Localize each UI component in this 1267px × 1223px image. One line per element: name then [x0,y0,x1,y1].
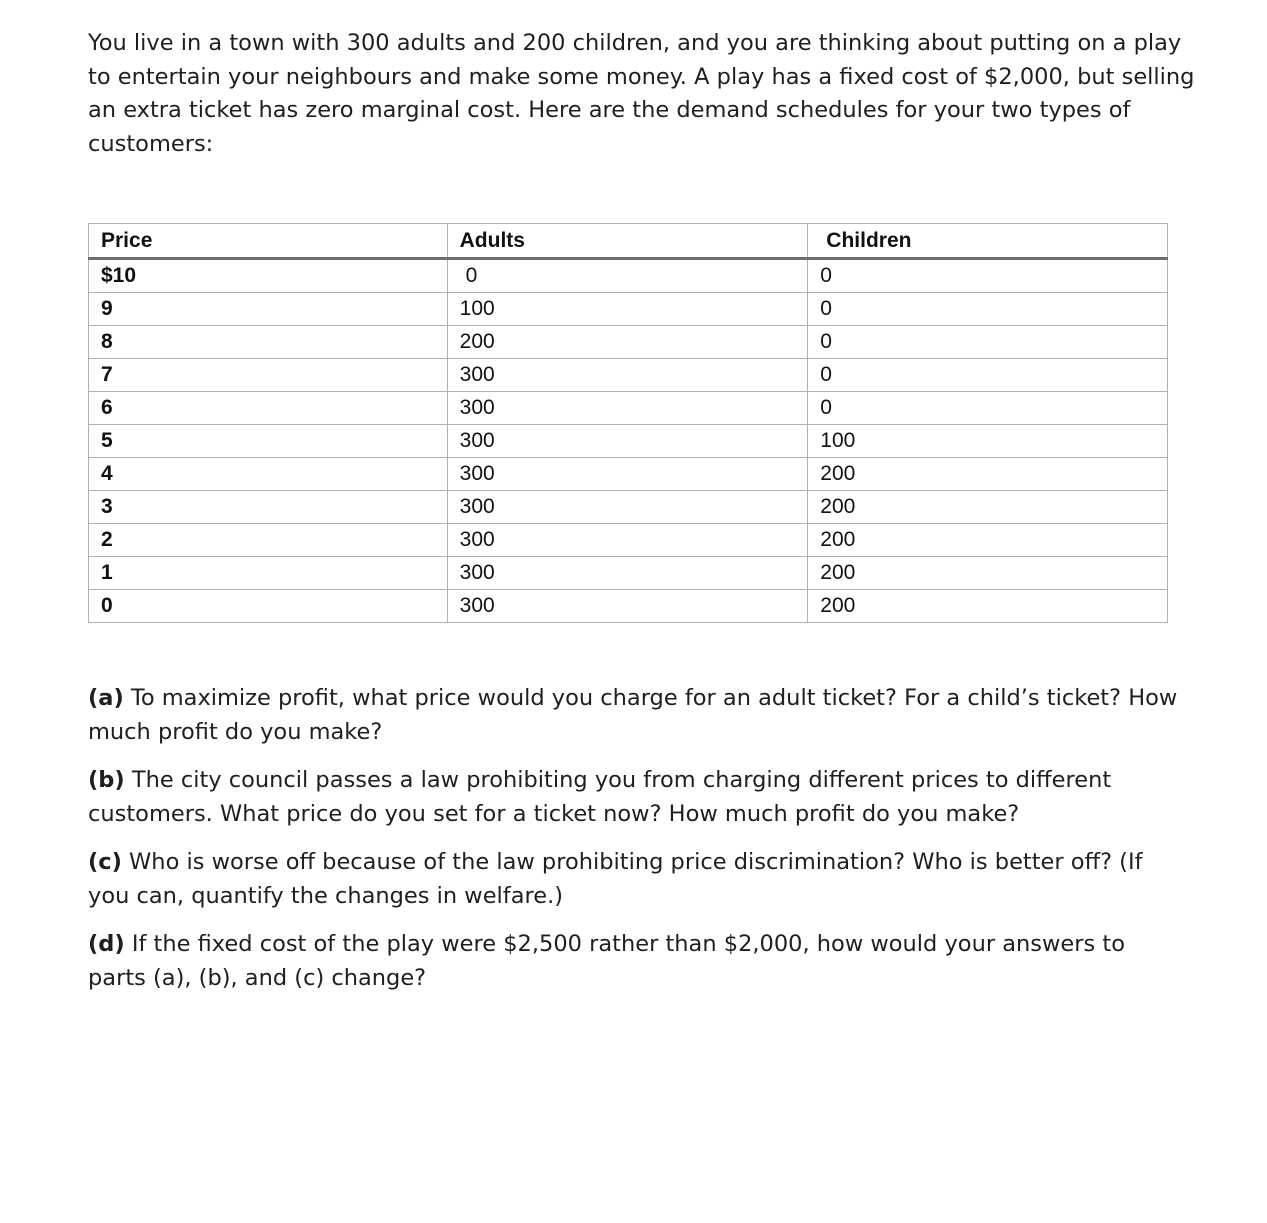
adults-cell: 300 [447,458,808,491]
price-cell: $10 [89,259,448,293]
children-cell: 200 [808,590,1168,623]
adults-cell: 200 [447,326,808,359]
question-d [88,928,1188,995]
demand-schedule-table [88,223,1168,623]
adults-cell: 300 [447,359,808,392]
price-cell: 7 [89,359,448,392]
question-c [88,846,1188,913]
question-text: If the fixed cost of the play were $2,500 rather than $2,000, how would your answers to parts (a), (b), and (c) change? [88,931,1125,991]
question-text: The city council passes a law prohibiting you from charging different prices to different customers. What price do you set for a ticket now? How much profit do you make? [88,767,1112,827]
question-a [88,682,1188,749]
children-cell: 200 [808,458,1168,491]
table-header-row [89,224,1168,259]
table-row [89,259,1168,293]
adults-cell: 300 [447,557,808,590]
price-cell: 4 [89,458,448,491]
children-cell: 200 [808,524,1168,557]
question-label: (a) [88,685,124,711]
price-cell: 1 [89,557,448,590]
header-children: Children [808,224,1168,259]
table-row [89,293,1168,326]
table-row [89,557,1168,590]
question-b [88,764,1188,831]
table-row [89,524,1168,557]
question-label: (b) [88,767,125,793]
price-cell: 3 [89,491,448,524]
children-cell: 0 [808,359,1168,392]
price-cell: 2 [89,524,448,557]
questions-list [88,682,1188,1010]
table-row [89,392,1168,425]
table-row [89,491,1168,524]
children-cell: 0 [808,293,1168,326]
table-row [89,458,1168,491]
children-cell: 0 [808,259,1168,293]
children-cell: 200 [808,491,1168,524]
price-cell: 6 [89,392,448,425]
price-cell: 5 [89,425,448,458]
children-cell: 100 [808,425,1168,458]
question-text: To maximize profit, what price would you charge for an adult ticket? For a child’s ticket? How much profit do you make? [88,685,1178,745]
question-label: (c) [88,849,122,875]
table-row [89,425,1168,458]
question-label: (d) [88,931,125,957]
adults-cell: 300 [447,590,808,623]
adults-cell: 0 [447,259,808,293]
table-row [89,590,1168,623]
children-cell: 0 [808,326,1168,359]
header-price: Price [89,224,448,259]
price-cell: 9 [89,293,448,326]
price-cell: 8 [89,326,448,359]
adults-cell: 300 [447,392,808,425]
table-row [89,359,1168,392]
adults-cell: 300 [447,491,808,524]
problem-intro: You live in a town with 300 adults and 200 children, and you are thinking about putting on a play to entertain your neighbours and make some money. A play has a fixed cost of $2,000, but selling an extra ticket has zero marginal cost. Here are the demand schedules for your two types of customers: [88,30,1195,157]
children-cell: 0 [808,392,1168,425]
adults-cell: 100 [447,293,808,326]
header-adults: Adults [447,224,808,259]
children-cell: 200 [808,557,1168,590]
adults-cell: 300 [447,524,808,557]
adults-cell: 300 [447,425,808,458]
demand-schedule-table-wrap [88,223,1168,623]
question-text: Who is worse off because of the law prohibiting price discrimination? Who is better off? (If you can, quantify the changes in welfare.) [88,849,1143,909]
table-row [89,326,1168,359]
price-cell: 0 [89,590,448,623]
